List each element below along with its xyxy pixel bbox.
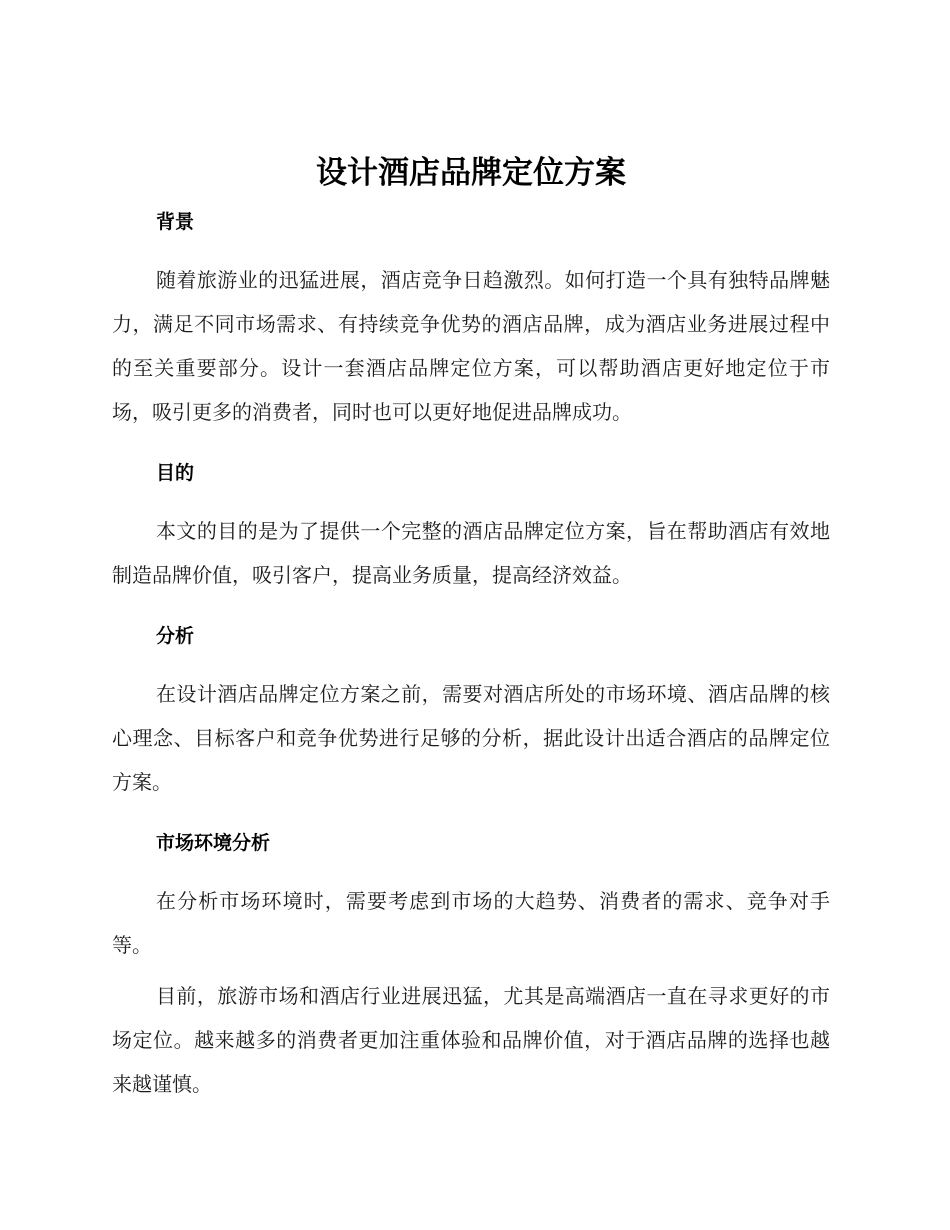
section-heading-purpose: 目的 (156, 462, 195, 484)
paragraph-background: 随着旅游业的迅猛进展，酒店竞争日趋激烈。如何打造一个具有独特品牌魅力，满足不同市场需求、有持续竞争优势的酒店品牌，成为酒店业务进展过程中的至关重要部分。设计一套酒店品牌定位方案，可以帮助酒店更好地定位于市场，吸引更多的消费者，同时也可以更好地促进品牌成功。 (112, 268, 830, 424)
section-heading-market-environment: 市场环境分析 (156, 832, 271, 854)
paragraph-purpose: 本文的目的是为了提供一个完整的酒店品牌定位方案，旨在帮助酒店有效地制造品牌价值，吸引客户，提高业务质量，提高经济效益。 (112, 519, 830, 587)
paragraph-market-environment-1: 在分析市场环境时，需要考虑到市场的大趋势、消费者的需求、竞争对手等。 (112, 889, 830, 957)
section-heading-analysis: 分析 (156, 625, 195, 647)
document-title: 设计酒店品牌定位方案 (316, 155, 626, 191)
paragraph-market-environment-2: 目前，旅游市场和酒店行业进展迅猛，尤其是高端酒店一直在寻求更好的市场定位。越来越多的消费者更加注重体验和品牌价值，对于酒店品牌的选择也越来越谨慎。 (112, 984, 830, 1096)
section-heading-background: 背景 (156, 211, 195, 233)
paragraph-analysis: 在设计酒店品牌定位方案之前，需要对酒店所处的市场环境、酒店品牌的核心理念、目标客户和竞争优势进行足够的分析，据此设计出适合酒店的品牌定位方案。 (112, 682, 830, 794)
document-body (112, 150, 830, 1106)
